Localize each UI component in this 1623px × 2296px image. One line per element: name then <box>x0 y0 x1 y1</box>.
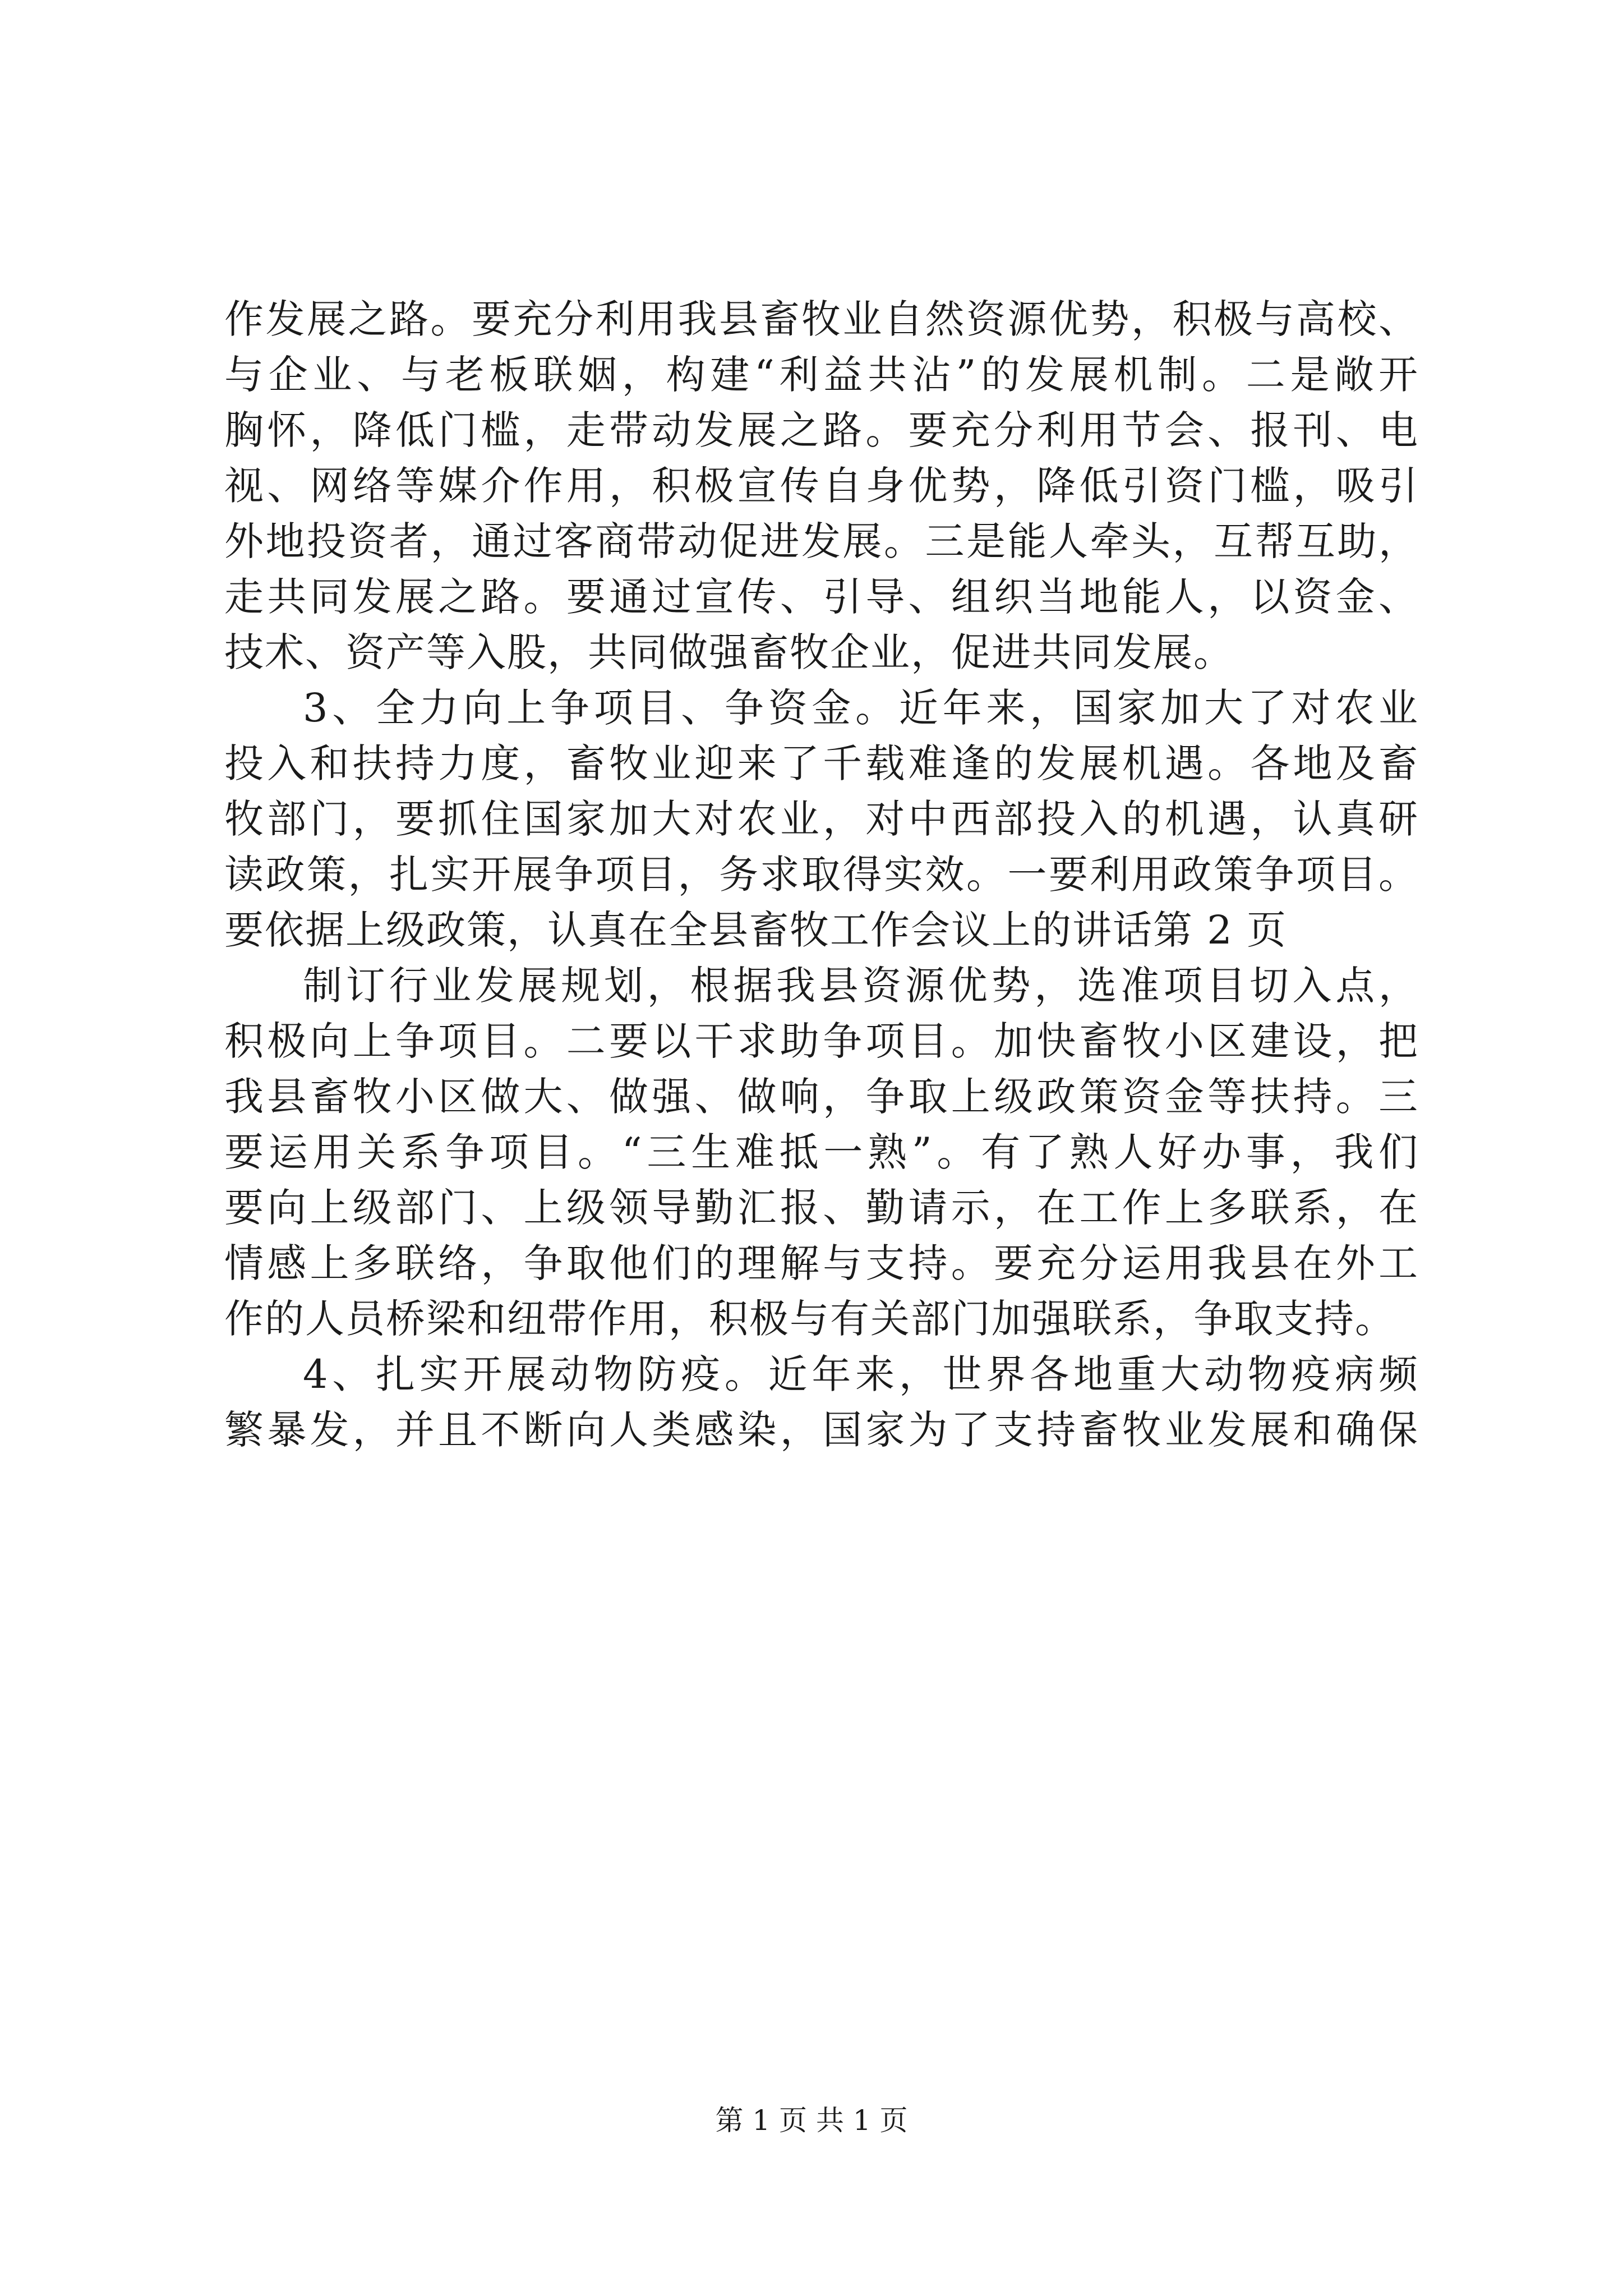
text-line: 与企业、与老板联姻，构建“利益共沾”的发展机制。二是敞开 <box>224 352 1419 398</box>
text-line: 要向上级部门、上级领导勤汇报、勤请示，在工作上多联系，在 <box>224 1185 1419 1231</box>
text-line: 作的人员桥梁和纽带作用，积极与有关部门加强联系，争取支持。 <box>224 1296 1395 1342</box>
text-line: 读政策，扎实开展争项目，务求取得实效。一要利用政策争项目。 <box>224 852 1419 898</box>
text-line: 走共同发展之路。要通过宣传、引导、组织当地能人，以资金、 <box>224 574 1419 620</box>
paragraph-start-line: 4、扎实开展动物防疫。近年来，世界各地重大动物疫病频 <box>303 1351 1419 1397</box>
document-body <box>224 292 1419 1458</box>
text-line: 我县畜牧小区做大、做强、做响，争取上级政策资金等扶持。三 <box>224 1074 1419 1120</box>
text-line: 胸怀，降低门槛，走带动发展之路。要充分利用节会、报刊、电 <box>224 407 1419 453</box>
text-line: 技术、资产等入股，共同做强畜牧企业，促进共同发展。 <box>224 629 1234 675</box>
text-line: 要运用关系争项目。“三生难抵一熟”。有了熟人好办事，我们 <box>224 1129 1419 1175</box>
text-line: 作发展之路。要充分利用我县畜牧业自然资源优势，积极与高校、 <box>224 296 1419 342</box>
text-line: 积极向上争项目。二要以干求助争项目。加快畜牧小区建设，把 <box>224 1018 1419 1064</box>
text-line: 投入和扶持力度，畜牧业迎来了千载难逢的发展机遇。各地及畜 <box>224 740 1419 786</box>
text-line: 视、网络等媒介作用，积极宣传自身优势，降低引资门槛，吸引 <box>224 463 1419 509</box>
text-line: 情感上多联络，争取他们的理解与支持。要充分运用我县在外工 <box>224 1240 1419 1286</box>
text-line: 繁暴发，并且不断向人类感染，国家为了支持畜牧业发展和确保 <box>224 1407 1419 1453</box>
paragraph-start-line: 3、全力向上争项目、争资金。近年来，国家加大了对农业 <box>303 685 1419 731</box>
paragraph-start-line: 制订行业发展规划，根据我县资源优势，选准项目切入点， <box>303 963 1419 1009</box>
text-line: 外地投资者，通过客商带动促进发展。三是能人牵头，互帮互助， <box>224 518 1419 564</box>
text-line: 牧部门，要抓住国家加大对农业，对中西部投入的机遇，认真研 <box>224 796 1419 842</box>
page-footer: 第 1 页 共 1 页 <box>715 2104 908 2137</box>
text-line: 要依据上级政策，认真在全县畜牧工作会议上的讲话第 2 页 <box>224 907 1288 953</box>
